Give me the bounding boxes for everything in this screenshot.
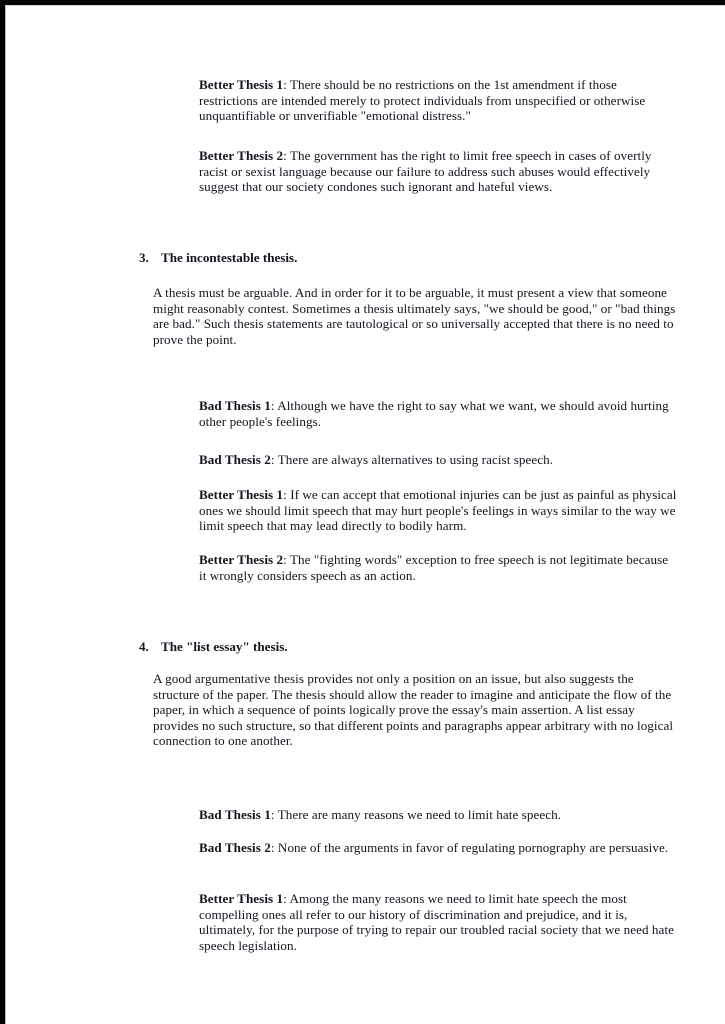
thesis-example-text: Among the many reasons we need to limit hate speech the most compelling ones all refer to our history of discrimination and prejudice, and it is, ultimately, for the purpose of trying to repair our troubled racial society that we need hate speech legislation. — [199, 891, 674, 953]
thesis-example-text: Although we have the right to say what we want, we should avoid hurting other people's feelings. — [199, 398, 669, 429]
thesis-example-bad-2-sec3 — [199, 452, 677, 468]
thesis-example-label: Better Thesis 1 — [199, 891, 284, 906]
thesis-example-separator: : — [270, 398, 278, 413]
thesis-example-label: Bad Thesis 1 — [199, 807, 271, 822]
thesis-example-separator: : — [270, 840, 278, 855]
thesis-example-better-1-sec4 — [199, 891, 677, 953]
thesis-example-label: Bad Thesis 1 — [199, 398, 271, 413]
thesis-example-label: Bad Thesis 2 — [199, 840, 271, 855]
thesis-example-text: There are many reasons we need to limit hate speech. — [277, 807, 562, 822]
section-number: 3. — [139, 250, 149, 265]
thesis-example-label: Better Thesis 2 — [199, 148, 284, 163]
thesis-example-bad-1-sec3 — [199, 398, 677, 429]
thesis-example-text: The "fighting words" exception to free speech is not legitimate because it wrongly considers speech as an action. — [199, 552, 669, 583]
thesis-example-separator: : — [283, 891, 290, 906]
thesis-example-text: There should be no restrictions on the 1st amendment if those restrictions are intended merely to protect individuals from unspecified or otherwise unquantifiable or unverifiable "emotional distress." — [199, 77, 646, 124]
thesis-example-label: Better Thesis 2 — [199, 552, 284, 567]
document-page — [5, 5, 725, 1024]
section-heading-4 — [139, 639, 679, 655]
section-body-4: A good argumentative thesis provides not only a position on an issue, but also suggests the structure of the paper. The thesis should allow the reader to imagine and anticipate the flow of the paper, in which a sequence of points logically prove the essay's main assertion. A list essay provides no such structure, so that different points and paragraphs appear arbitrary with no logical connection to one another. — [153, 671, 674, 749]
thesis-example-better-2-sec3 — [199, 552, 677, 583]
thesis-example-text: None of the arguments in favor of regulating pornography are persuasive. — [277, 840, 669, 855]
thesis-example-label: Better Thesis 1 — [199, 487, 284, 502]
thesis-example-text: There are always alternatives to using racist speech. — [277, 452, 554, 467]
thesis-example-separator: : — [270, 807, 278, 822]
thesis-example-separator: : — [283, 77, 290, 92]
section-body-3: A thesis must be arguable. And in order for it to be arguable, it must present a view that someone might reasonably contest. Sometimes a thesis ultimately says, "we should be good," or "bad things are bad." Such thesis statements are tautological or so universally accepted that there is no need to prove the point. — [153, 285, 676, 347]
thesis-example-separator: : — [270, 452, 278, 467]
thesis-example-better-1-top — [199, 77, 677, 124]
thesis-example-text: If we can accept that emotional injuries can be just as painful as physical ones we should limit speech that may hurt people's feelings in ways similar to the way we limit speech that may lead directly to bodily harm. — [199, 487, 677, 534]
thesis-example-separator: : — [283, 552, 290, 567]
thesis-example-separator: : — [283, 148, 290, 163]
section-heading-text: The "list essay" thesis. — [161, 639, 288, 654]
page-content — [6, 6, 725, 1024]
thesis-example-better-1-sec3 — [199, 487, 677, 534]
thesis-example-label: Bad Thesis 2 — [199, 452, 271, 467]
thesis-example-separator: : — [283, 487, 291, 502]
thesis-example-bad-2-sec4 — [199, 840, 677, 856]
thesis-example-bad-1-sec4 — [199, 807, 677, 823]
section-heading-3 — [139, 250, 679, 266]
thesis-example-text: The government has the right to limit free speech in cases of overtly racist or sexist language because our failure to address such abuses would effectively suggest that our society condones such ignorant and hateful views. — [199, 148, 652, 195]
thesis-example-better-2-top — [199, 148, 677, 195]
thesis-example-label: Better Thesis 1 — [199, 77, 284, 92]
section-heading-text: The incontestable thesis. — [161, 250, 298, 265]
section-number: 4. — [139, 639, 149, 654]
